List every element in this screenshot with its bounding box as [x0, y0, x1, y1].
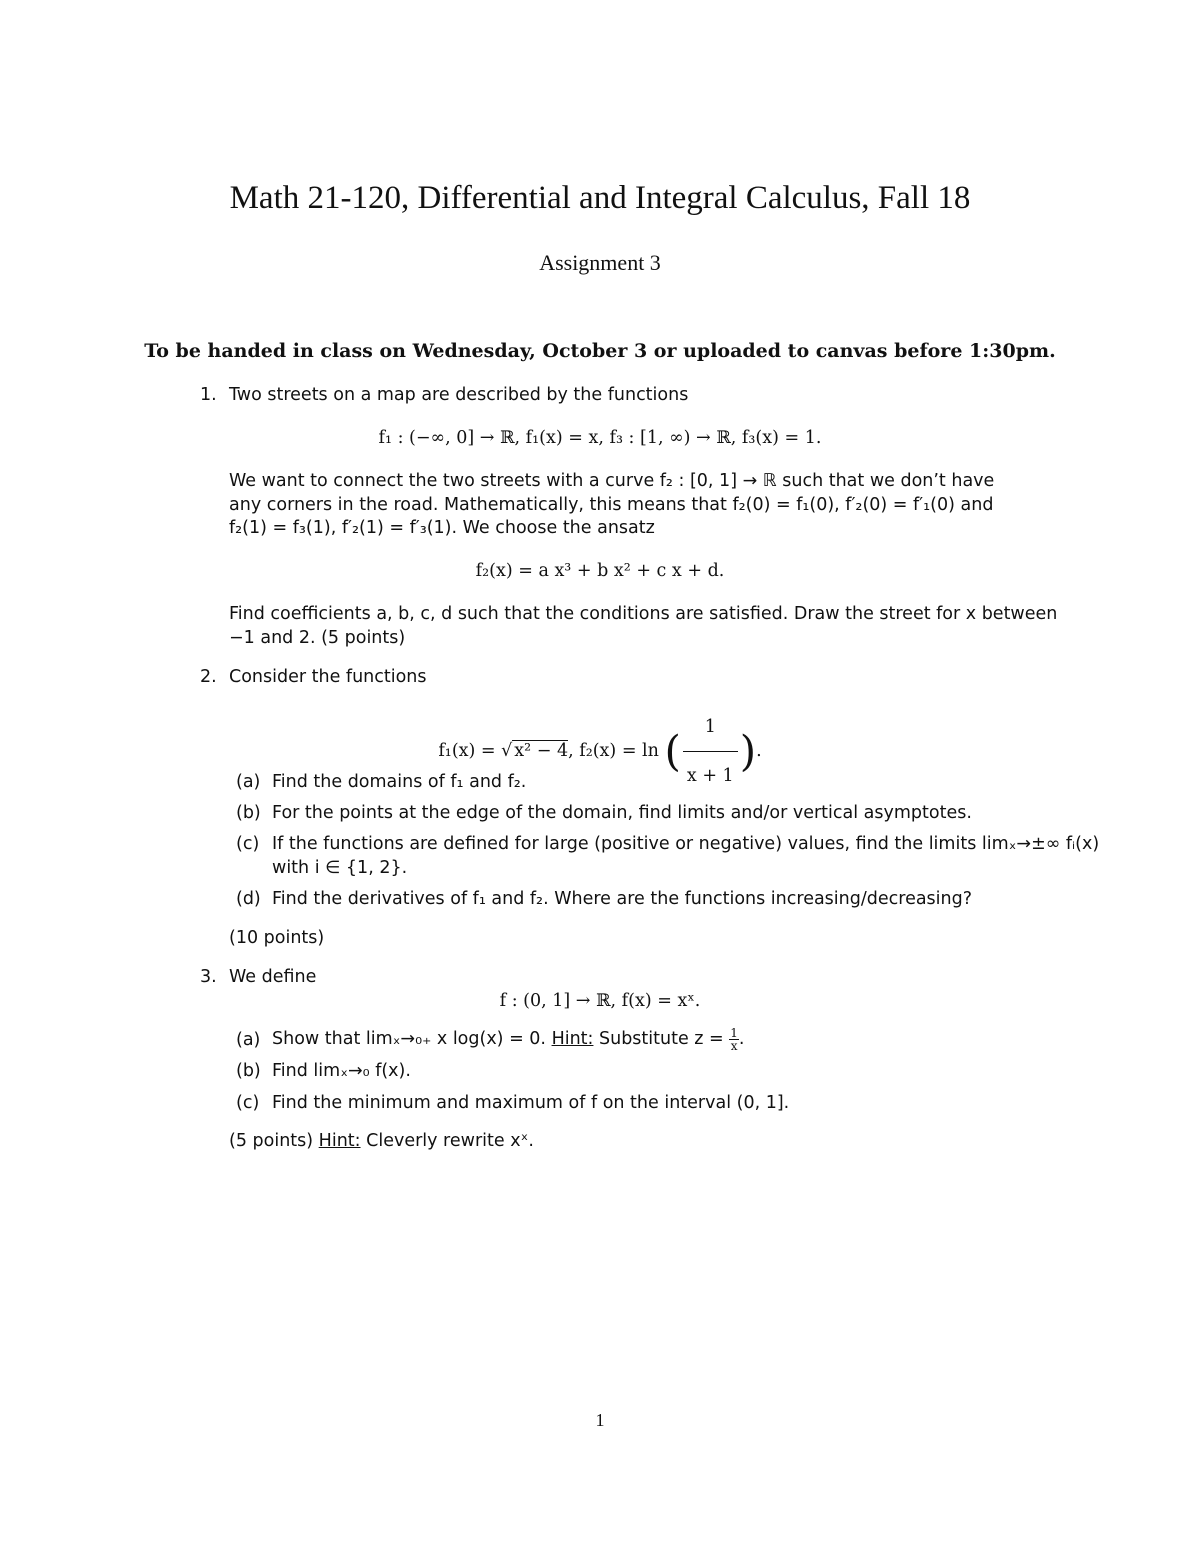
submission-instructions: To be handed in class on Wednesday, October 3 or uploaded to canvas before 1:30pm.	[144, 340, 1056, 362]
problem-1-find-line-1: Find coefficients a, b, c, d such that the conditions are satisfied. Draw the street for x between	[229, 604, 1058, 624]
problem-3-item-label: (b)	[236, 1061, 261, 1081]
fraction-denominator: x + 1	[686, 766, 734, 786]
fraction-numerator: 1	[683, 703, 738, 752]
problem-1-text-line-1: We want to connect the two streets with a curve f₂ : [0, 1] → ℝ such that we don’t have	[229, 471, 995, 491]
page-title: Math 21-120, Differential and Integral Calculus, Fall 18	[229, 180, 971, 216]
problem-3-points: (5 points)	[229, 1131, 319, 1151]
problem-2-item-label: (c)	[236, 834, 260, 854]
problem-2-number: 2.	[200, 667, 217, 687]
problem-2-points: (10 points)	[229, 928, 325, 948]
problem-2-item-label: (a)	[236, 772, 261, 792]
right-paren: )	[739, 726, 757, 776]
problem-3-item-label: (a)	[236, 1030, 261, 1050]
problem-2-item-text-continued: with i ∈ {1, 2}.	[272, 858, 408, 878]
problem-2-item-text: Find the domains of f₁ and f₂.	[272, 772, 527, 792]
equation-f1-lhs: f₁(x) = √	[438, 741, 513, 761]
small-fraction-denominator: x	[730, 1038, 738, 1053]
problem-1-ansatz-equation: f₂(x) = a x³ + b x² + c x + d.	[475, 561, 725, 581]
problem-3-equation: f : (0, 1] → ℝ, f(x) = xˣ.	[499, 991, 701, 1011]
problem-1-find-line-2: −1 and 2. (5 points)	[229, 628, 406, 648]
problem-3-intro: We define	[229, 967, 317, 987]
item-a-text: Show that limₓ→₀₊ x log(x) = 0.	[272, 1029, 552, 1049]
page-number: 1	[595, 1410, 605, 1430]
problem-1-text-line-3: f₂(1) = f₃(1), f′₂(1) = f′₃(1). We choose the ansatz	[229, 518, 655, 538]
left-paren: (	[664, 726, 681, 776]
hint-text: Cleverly rewrite xˣ.	[360, 1131, 534, 1151]
problem-1-number: 1.	[200, 385, 217, 405]
problem-1-intro: Two streets on a map are described by the functions	[229, 385, 689, 405]
problem-3-item-c: Find the minimum and maximum of f on the interval (0, 1].	[272, 1093, 790, 1113]
equation-f2-lhs: , f₂(x) = ln	[568, 741, 659, 761]
equation-radicand: x² − 4	[514, 741, 569, 761]
problem-2-item-text: If the functions are defined for large (positive or negative) values, find the limits limₓ→±∞ fᵢ(x)	[272, 834, 1100, 854]
problem-1-equation-streets: f₁ : (−∞, 0] → ℝ, f₁(x) = x, f₃ : [1, ∞) → ℝ, f₃(x) = 1.	[378, 428, 822, 448]
hint-label: Hint:	[551, 1029, 594, 1049]
problem-2-item-label: (b)	[236, 803, 261, 823]
item-a-substitution: Substitute z =	[593, 1029, 730, 1049]
problem-2-item-text: Find the derivatives of f₁ and f₂. Where are the functions increasing/decreasing?	[272, 889, 973, 909]
problem-3-number: 3.	[200, 967, 217, 987]
problem-2-item-text: For the points at the edge of the domain, find limits and/or vertical asymptotes.	[272, 803, 972, 823]
problem-3-item-a	[272, 1024, 745, 1054]
problem-2-item-label: (d)	[236, 889, 261, 909]
item-a-end: .	[738, 1029, 745, 1049]
small-fraction	[729, 1027, 739, 1052]
small-fraction-numerator: 1	[730, 1025, 738, 1040]
equation-end: .	[756, 741, 762, 761]
problem-3-points-hint	[229, 1131, 534, 1151]
problem-3-item-b: Find limₓ→₀ f(x).	[272, 1061, 411, 1081]
problem-3-item-label: (c)	[236, 1093, 260, 1113]
hint-label: Hint:	[318, 1131, 361, 1151]
problem-2-intro: Consider the functions	[229, 667, 427, 687]
assignment-subtitle: Assignment 3	[539, 250, 661, 275]
fraction	[683, 703, 738, 800]
problem-2-equation	[0, 703, 1200, 800]
problem-1-text-line-2: any corners in the road. Mathematically, this means that f₂(0) = f₁(0), f′₂(0) = f′₁(0) and	[229, 495, 994, 515]
